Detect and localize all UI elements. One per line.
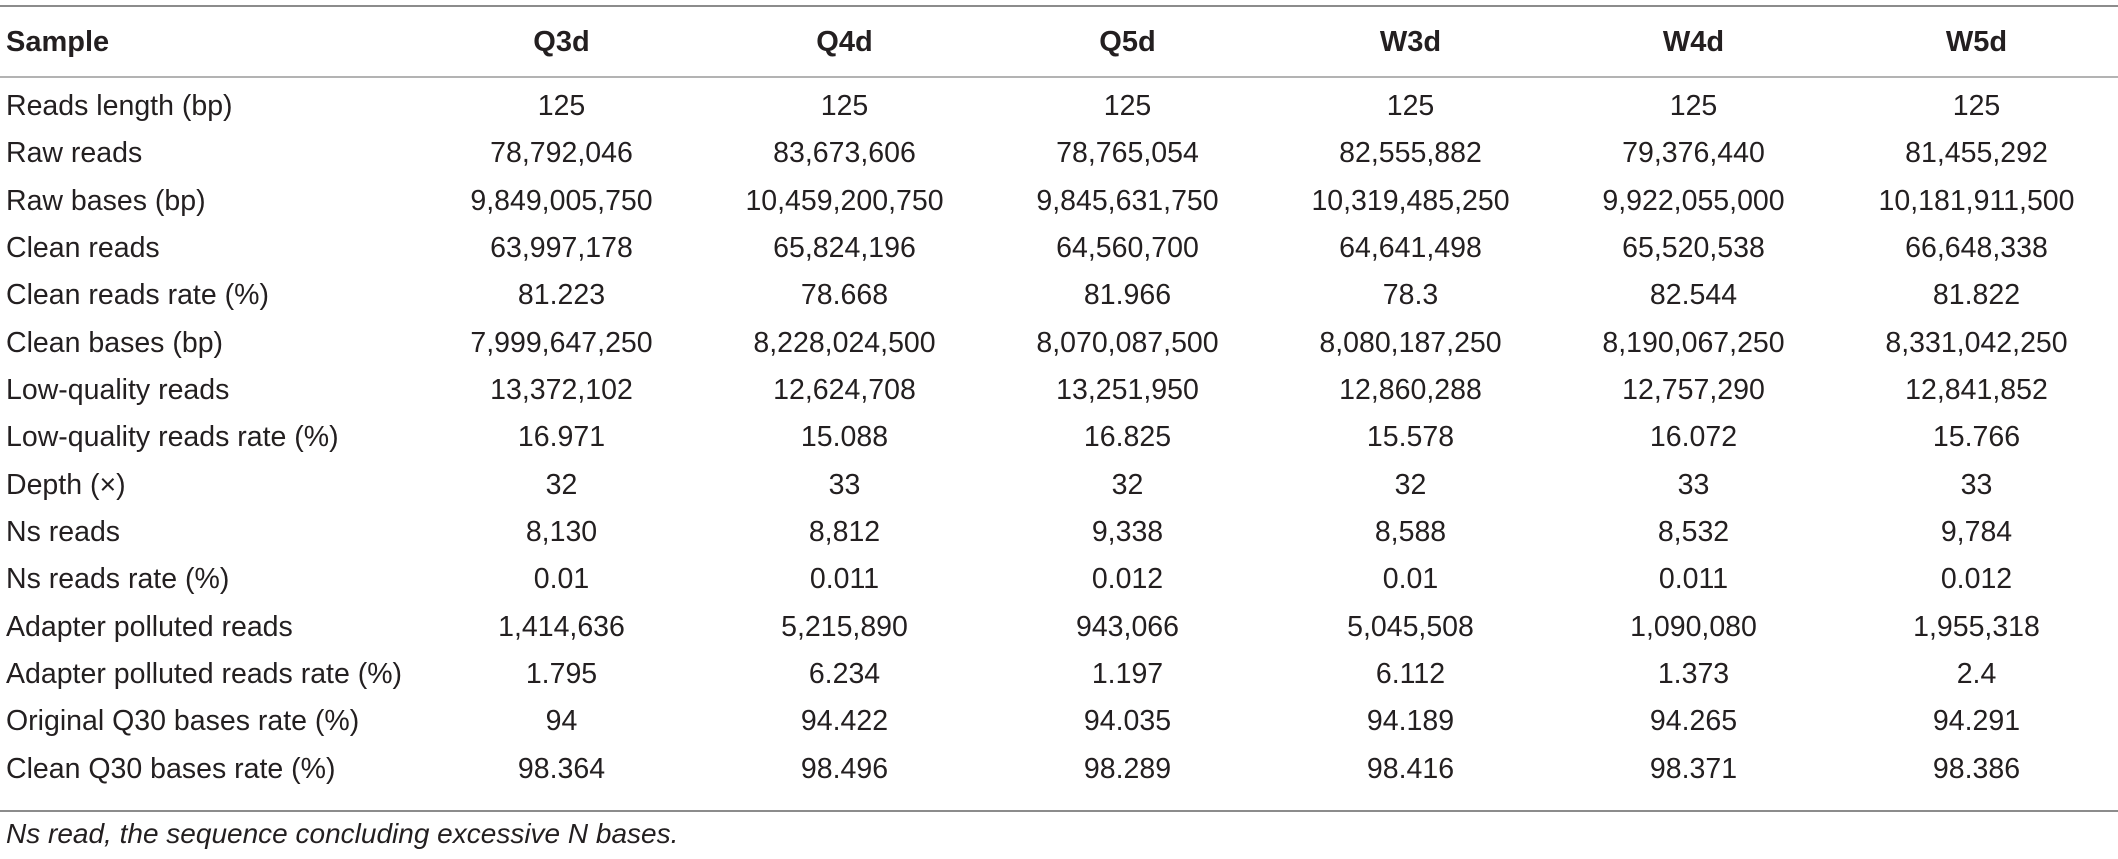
row-label: Raw bases (bp) bbox=[6, 184, 206, 217]
bottom-rule bbox=[0, 810, 2118, 812]
table-cell: 6.112 bbox=[1375, 658, 1446, 691]
row-label: Clean bases (bp) bbox=[6, 326, 224, 359]
table-cell: 98.496 bbox=[800, 752, 889, 785]
table-row bbox=[0, 367, 2118, 414]
table-cell: 8,130 bbox=[525, 516, 598, 549]
table-cell: 83,673,606 bbox=[773, 137, 916, 170]
table-cell: 94.422 bbox=[800, 705, 889, 738]
table-cell: 0.01 bbox=[1382, 563, 1439, 596]
table-cell: 32 bbox=[1111, 468, 1144, 501]
table-cell: 33 bbox=[828, 468, 861, 501]
table-cell: 33 bbox=[1960, 468, 1993, 501]
header-cell-w5d: W5d bbox=[1945, 25, 2008, 58]
table-cell: 81.223 bbox=[517, 279, 606, 312]
table-cell: 64,641,498 bbox=[1339, 232, 1482, 265]
table-cell: 8,080,187,250 bbox=[1319, 326, 1502, 359]
row-label: Original Q30 bases rate (%) bbox=[6, 705, 360, 738]
table-row bbox=[0, 746, 2118, 793]
table-cell: 32 bbox=[545, 468, 578, 501]
table-cell: 98.289 bbox=[1083, 752, 1172, 785]
row-label: Clean reads bbox=[6, 232, 160, 265]
table-cell: 94.291 bbox=[1932, 705, 2021, 738]
table-row bbox=[0, 414, 2118, 461]
table-cell: 66,648,338 bbox=[1905, 232, 2048, 265]
table-cell: 9,849,005,750 bbox=[470, 184, 653, 217]
table-cell: 1,090,080 bbox=[1630, 610, 1757, 643]
table-cell: 65,824,196 bbox=[773, 232, 916, 265]
table-cell: 13,372,102 bbox=[490, 374, 633, 407]
header-cell-w4d: W4d bbox=[1662, 25, 1725, 58]
table-cell: 12,860,288 bbox=[1339, 374, 1482, 407]
row-label: Adapter polluted reads bbox=[6, 610, 293, 643]
table-cell: 81.822 bbox=[1932, 279, 2021, 312]
table-cell: 5,215,890 bbox=[781, 610, 908, 643]
header-cell-sample: Sample bbox=[6, 25, 110, 58]
row-label: Depth (×) bbox=[6, 468, 126, 501]
table-cell: 5,045,508 bbox=[1347, 610, 1474, 643]
row-label: Clean Q30 bases rate (%) bbox=[6, 752, 336, 785]
table-row bbox=[0, 604, 2118, 651]
table-cell: 0.012 bbox=[1940, 563, 2013, 596]
table-cell: 12,757,290 bbox=[1622, 374, 1765, 407]
table-row bbox=[0, 698, 2118, 745]
table-row bbox=[0, 462, 2118, 509]
table-cell: 125 bbox=[1952, 90, 2001, 123]
table-row bbox=[0, 509, 2118, 556]
header-cell-q5d: Q5d bbox=[1099, 25, 1156, 58]
table-cell: 94.265 bbox=[1649, 705, 1738, 738]
table-cell: 82.544 bbox=[1649, 279, 1738, 312]
table-cell: 15.088 bbox=[800, 421, 889, 454]
table-cell: 98.364 bbox=[517, 752, 606, 785]
table-cell: 7,999,647,250 bbox=[470, 326, 653, 359]
table-cell: 0.011 bbox=[809, 563, 880, 596]
row-label: Low-quality reads bbox=[6, 374, 230, 407]
table-row bbox=[0, 225, 2118, 272]
table-cell: 63,997,178 bbox=[490, 232, 633, 265]
table-cell: 8,331,042,250 bbox=[1885, 326, 2068, 359]
row-label: Clean reads rate (%) bbox=[6, 279, 269, 312]
table-cell: 2.4 bbox=[1956, 658, 1997, 691]
table-cell: 10,181,911,500 bbox=[1878, 184, 2075, 217]
table-cell: 12,624,708 bbox=[773, 374, 916, 407]
table-cell: 78.668 bbox=[800, 279, 889, 312]
row-label: Ns reads bbox=[6, 516, 121, 549]
header-cell-q4d: Q4d bbox=[816, 25, 873, 58]
table-cell: 125 bbox=[1386, 90, 1435, 123]
table-cell: 8,190,067,250 bbox=[1602, 326, 1785, 359]
table-cell: 81,455,292 bbox=[1905, 137, 2048, 170]
table-cell: 33 bbox=[1677, 468, 1710, 501]
table-cell: 94.189 bbox=[1366, 705, 1455, 738]
header-cell-q3d: Q3d bbox=[533, 25, 590, 58]
table-cell: 78.3 bbox=[1382, 279, 1439, 312]
sequencing-stats-table bbox=[0, 7, 2118, 793]
table-cell: 1,955,318 bbox=[1913, 610, 2040, 643]
table-cell: 98.386 bbox=[1932, 752, 2021, 785]
row-label: Raw reads bbox=[6, 137, 143, 170]
table-cell: 943,066 bbox=[1075, 610, 1180, 643]
table-cell: 6.234 bbox=[808, 658, 881, 691]
table-body bbox=[0, 77, 2118, 793]
table-cell: 15.766 bbox=[1932, 421, 2021, 454]
table-cell: 1.197 bbox=[1091, 658, 1164, 691]
table-cell: 125 bbox=[1669, 90, 1718, 123]
table-cell: 13,251,950 bbox=[1056, 374, 1199, 407]
table-cell: 9,784 bbox=[1940, 516, 2013, 549]
table-cell: 94 bbox=[545, 705, 578, 738]
table-cell: 94.035 bbox=[1083, 705, 1172, 738]
table-cell: 16.825 bbox=[1083, 421, 1172, 454]
table-cell: 125 bbox=[537, 90, 586, 123]
header-cell-w3d: W3d bbox=[1379, 25, 1442, 58]
table-row bbox=[0, 651, 2118, 698]
table-cell: 8,812 bbox=[808, 516, 881, 549]
table-cell: 1.795 bbox=[525, 658, 598, 691]
table-cell: 125 bbox=[1103, 90, 1152, 123]
table-cell: 8,070,087,500 bbox=[1036, 326, 1219, 359]
table-cell: 78,792,046 bbox=[490, 137, 633, 170]
table-row bbox=[0, 130, 2118, 177]
table-cell: 0.011 bbox=[1658, 563, 1729, 596]
table-cell: 8,228,024,500 bbox=[753, 326, 936, 359]
table-cell: 98.416 bbox=[1366, 752, 1455, 785]
table-header-row bbox=[0, 7, 2118, 77]
table-cell: 1.373 bbox=[1657, 658, 1730, 691]
table-cell: 32 bbox=[1394, 468, 1427, 501]
row-label: Low-quality reads rate (%) bbox=[6, 421, 339, 454]
table-cell: 8,532 bbox=[1657, 516, 1730, 549]
table-cell: 64,560,700 bbox=[1056, 232, 1199, 265]
table-cell: 0.01 bbox=[533, 563, 590, 596]
table-cell: 79,376,440 bbox=[1622, 137, 1765, 170]
table-cell: 12,841,852 bbox=[1905, 374, 2048, 407]
table-cell: 8,588 bbox=[1374, 516, 1447, 549]
table-cell: 0.012 bbox=[1091, 563, 1164, 596]
table-cell: 9,845,631,750 bbox=[1036, 184, 1219, 217]
row-label: Adapter polluted reads rate (%) bbox=[6, 658, 403, 691]
table-footnote: Ns read, the sequence concluding excessive N bases. bbox=[6, 818, 679, 849]
table-cell: 82,555,882 bbox=[1339, 137, 1482, 170]
table-row bbox=[0, 320, 2118, 367]
table-row bbox=[0, 556, 2118, 603]
table-cell: 16.072 bbox=[1649, 421, 1738, 454]
table-row bbox=[0, 77, 2118, 130]
table-row bbox=[0, 272, 2118, 319]
table-cell: 98.371 bbox=[1649, 752, 1738, 785]
table-cell: 78,765,054 bbox=[1056, 137, 1199, 170]
row-label: Reads length (bp) bbox=[6, 90, 233, 123]
table-cell: 81.966 bbox=[1083, 279, 1172, 312]
table-cell: 10,459,200,750 bbox=[745, 184, 944, 217]
table-cell: 15.578 bbox=[1366, 421, 1455, 454]
table-cell: 65,520,538 bbox=[1622, 232, 1765, 265]
table-cell: 16.971 bbox=[517, 421, 606, 454]
row-label: Ns reads rate (%) bbox=[6, 563, 230, 596]
table-cell: 10,319,485,250 bbox=[1311, 184, 1510, 217]
table-cell: 125 bbox=[820, 90, 869, 123]
table-cell: 1,414,636 bbox=[498, 610, 625, 643]
table-cell: 9,922,055,000 bbox=[1602, 184, 1785, 217]
table-row bbox=[0, 178, 2118, 225]
table-cell: 9,338 bbox=[1091, 516, 1164, 549]
